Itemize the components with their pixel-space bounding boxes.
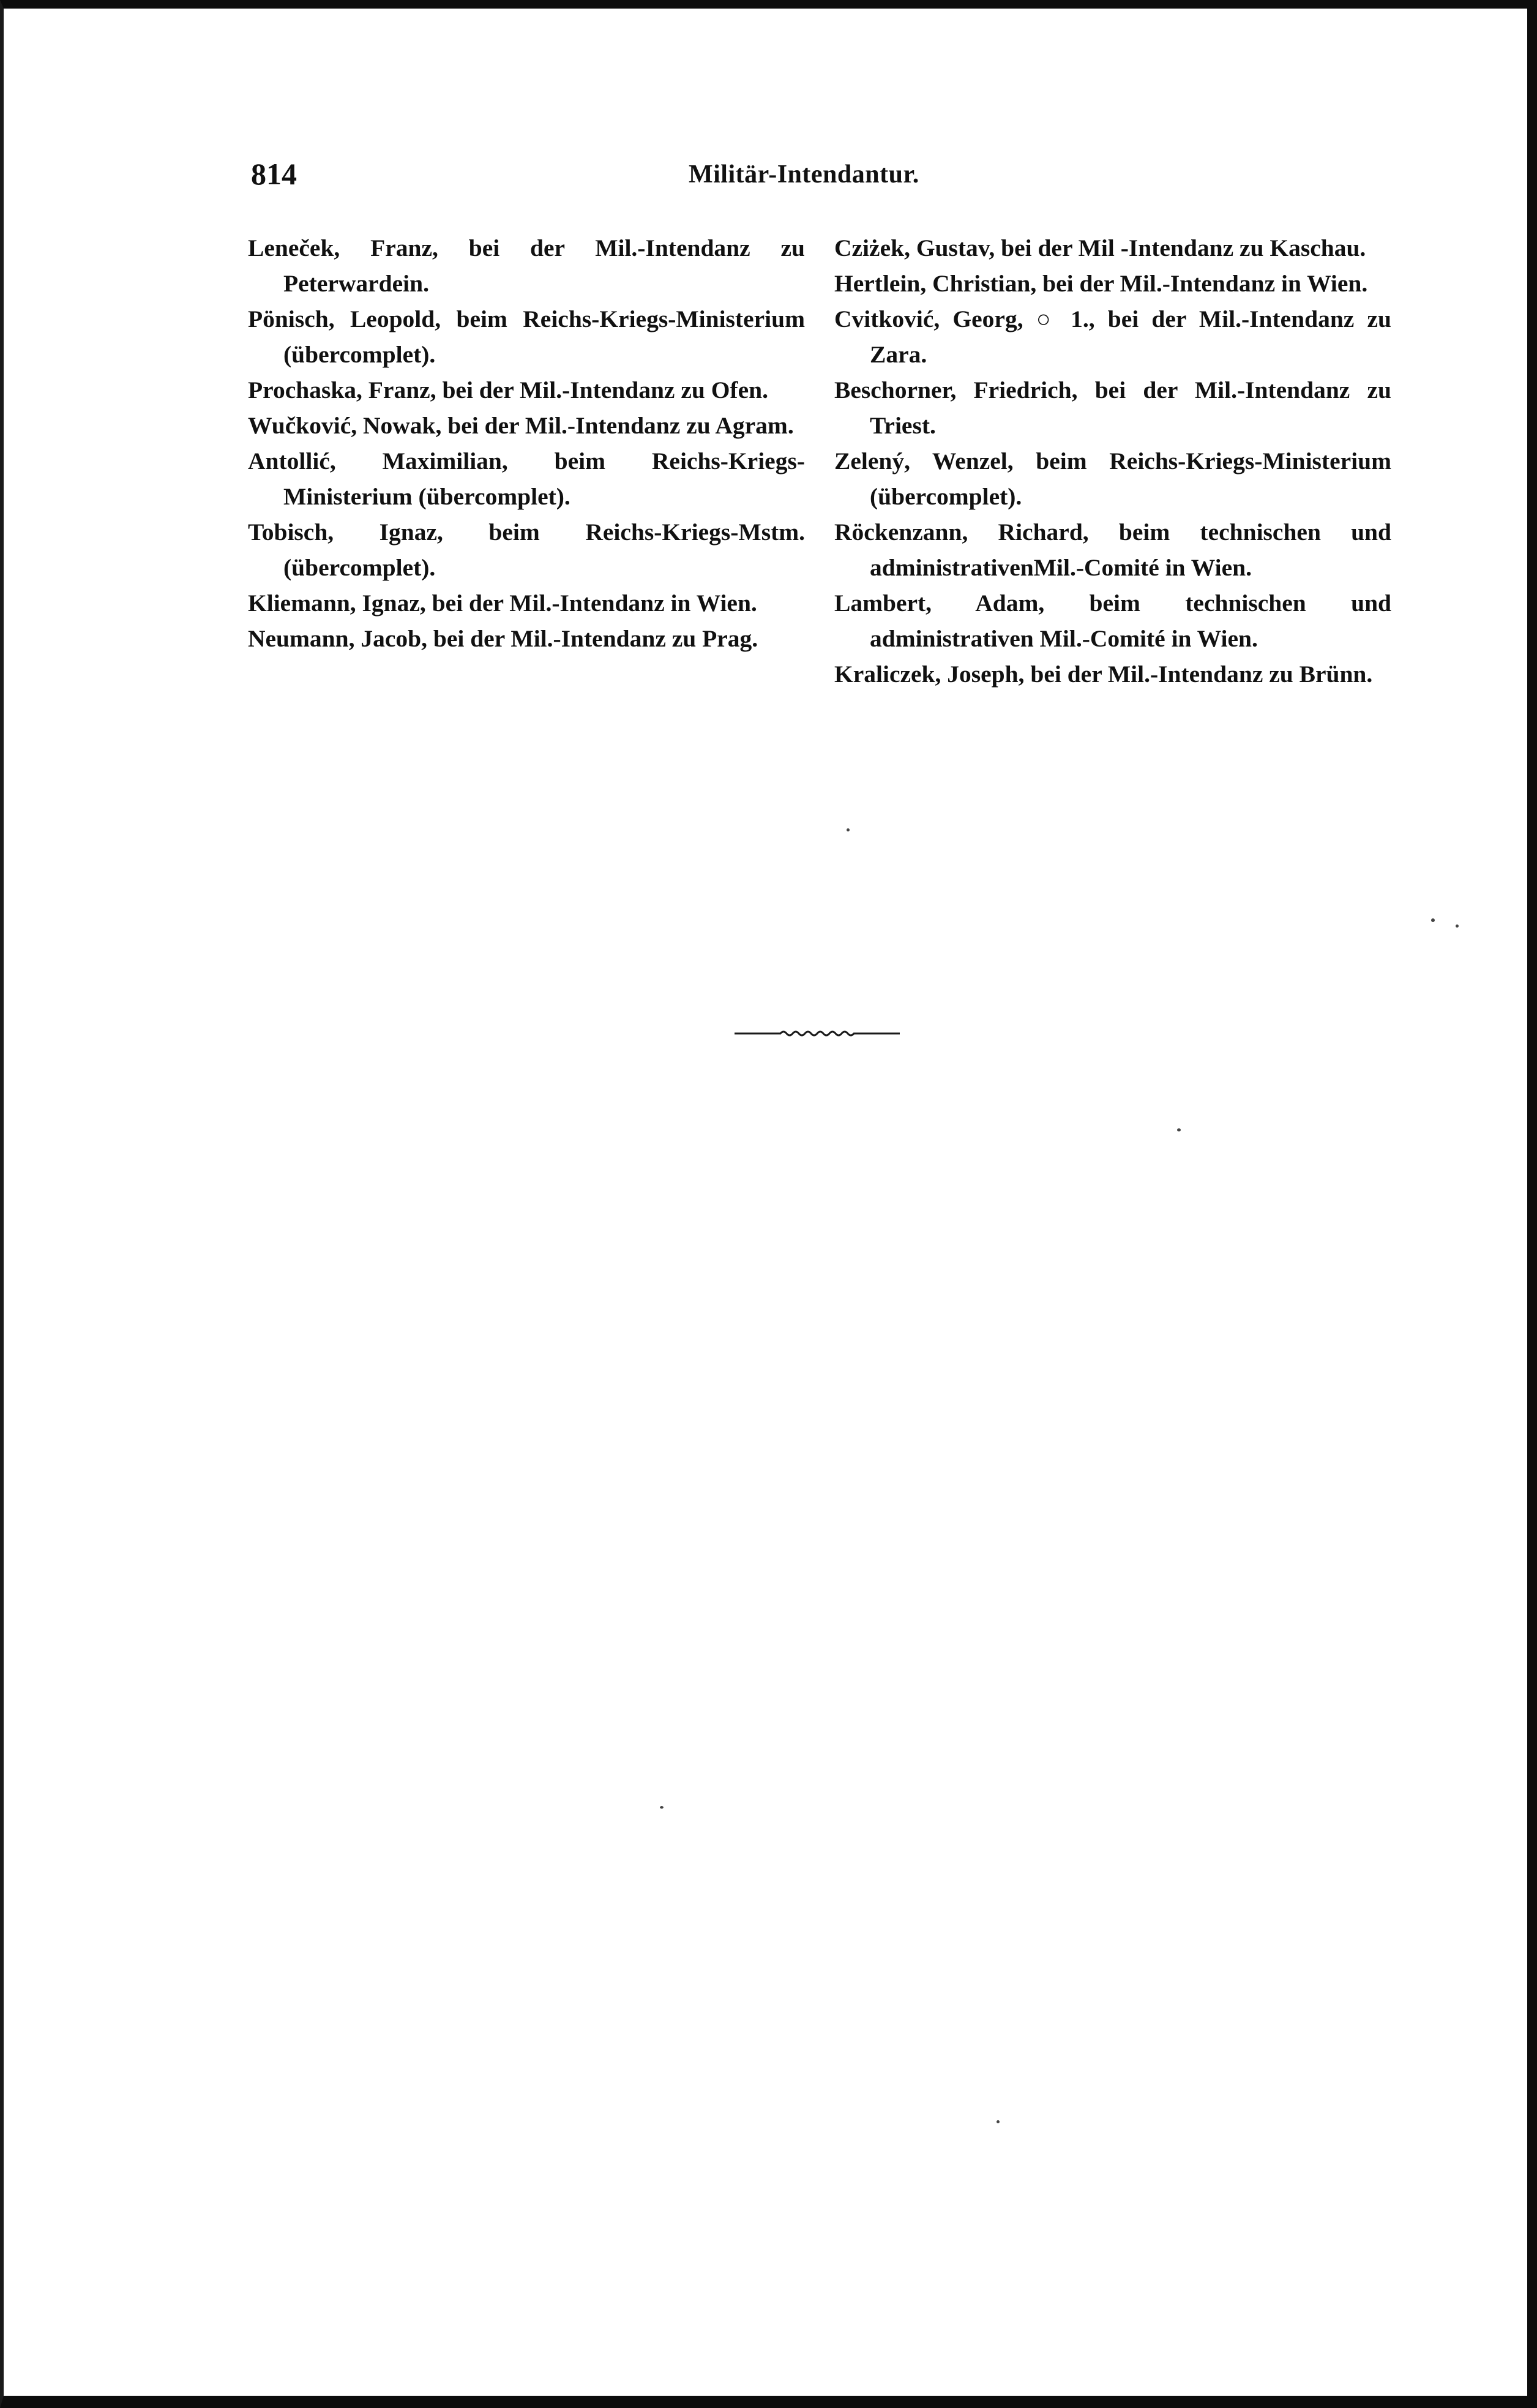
- scan-speck: [1431, 918, 1435, 922]
- list-item: Leneček, Franz, bei der Mil.-Intendanz zu Peterwardein.: [248, 234, 805, 297]
- section-title: Militär-Intendantur.: [689, 160, 919, 189]
- scan-speck: [997, 2120, 1000, 2123]
- list-item: Kraliczek, Joseph, bei der Mil.-Intendanz zu Brünn.: [834, 661, 1373, 688]
- left-column: [248, 230, 805, 656]
- right-column: [834, 230, 1391, 692]
- list-item: Kliemann, Ignaz, bei der Mil.-Intendanz in Wien.: [248, 590, 757, 617]
- list-item: Röckenzann, Richard, beim technischen und administrativenMil.-Comité in Wien.: [834, 519, 1391, 581]
- list-item: Antollić, Maximilian, beim Reichs-Kriegs-Ministerium (übercomplet).: [248, 448, 805, 510]
- list-item: Pönisch, Leopold, beim Reichs-Kriegs-Ministerium (übercomplet).: [248, 306, 805, 368]
- list-item: Cvitković, Georg, ○ 1., bei der Mil.-Intendanz zu Zara.: [834, 306, 1391, 368]
- list-item: Zelený, Wenzel, beim Reichs-Kriegs-Ministerium (übercomplet).: [834, 448, 1391, 510]
- section-end-ornament: [735, 1024, 900, 1043]
- list-item: Tobisch, Ignaz, beim Reichs-Kriegs-Mstm. (übercomplet).: [248, 519, 805, 581]
- scan-speck: [1177, 1128, 1181, 1131]
- page-number: 814: [251, 157, 297, 191]
- list-item: Wučković, Nowak, bei der Mil.-Intendanz zu Agram.: [248, 412, 794, 439]
- running-head: [251, 156, 955, 193]
- list-item: Prochaska, Franz, bei der Mil.-Intendanz zu Ofen.: [248, 377, 768, 403]
- scan-speck: [1456, 925, 1459, 928]
- scan-speck: [847, 828, 850, 831]
- list-item: Beschorner, Friedrich, bei der Mil.-Intendanz zu Triest.: [834, 377, 1391, 439]
- list-item: Neumann, Jacob, bei der Mil.-Intendanz zu Prag.: [248, 625, 758, 652]
- list-item: Hertlein, Christian, bei der Mil.-Intendanz in Wien.: [834, 270, 1368, 297]
- scan-speck: [660, 1806, 664, 1809]
- list-item: Cziżek, Gustav, bei der Mil -Intendanz zu Kaschau.: [834, 234, 1366, 261]
- list-item: Lambert, Adam, beim technischen und administrativen Mil.-Comité in Wien.: [834, 590, 1391, 652]
